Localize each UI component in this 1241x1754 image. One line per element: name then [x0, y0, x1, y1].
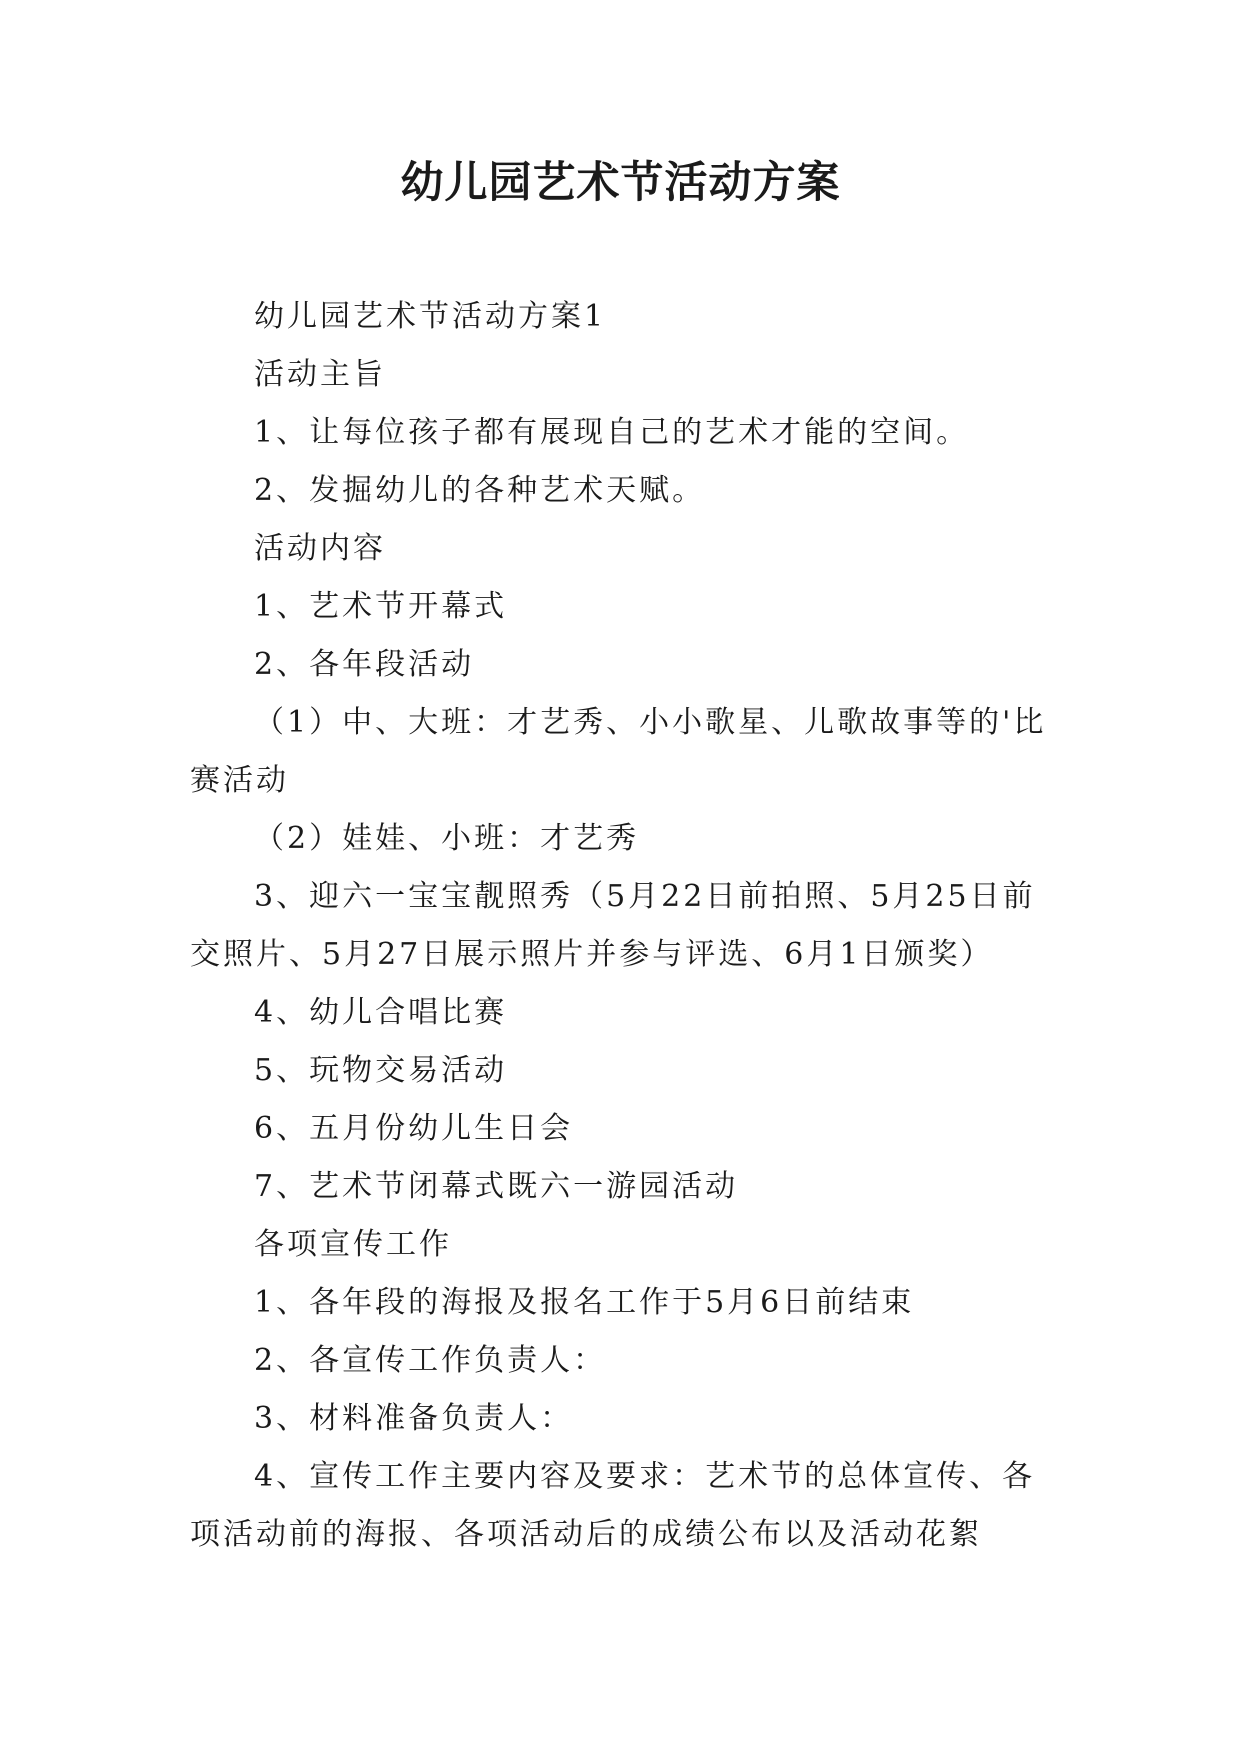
publicity-item-4: 4、宣传工作主要内容及要求：艺术节的总体宣传、各项活动前的海报、各项活动后的成绩公布以及活动花絮	[190, 1459, 1036, 1552]
content-item-2-sub-1: （1）中、大班：才艺秀、小小歌星、儿歌故事等的'比赛活动	[190, 705, 1047, 798]
section-heading-plan-1: 幼儿园艺术节活动方案1	[254, 299, 607, 334]
content-item-4: 4、幼儿合唱比赛	[254, 995, 508, 1030]
content-item-5: 5、玩物交易活动	[254, 1053, 508, 1088]
publicity-item-3: 3、材料准备负责人：	[254, 1401, 574, 1436]
purpose-item-1: 1、让每位孩子都有展现自己的艺术才能的空间。	[254, 415, 970, 450]
publicity-item-2: 2、各宣传工作负责人：	[254, 1343, 607, 1378]
content-item-6: 6、五月份幼儿生日会	[254, 1111, 574, 1146]
purpose-item-2: 2、发掘幼儿的各种艺术天赋。	[254, 473, 706, 508]
content-item-2-sub-2: （2）娃娃、小班：才艺秀	[254, 821, 640, 856]
heading-activity-purpose: 活动主旨	[254, 357, 386, 392]
heading-publicity-work: 各项宣传工作	[254, 1227, 452, 1262]
publicity-item-1: 1、各年段的海报及报名工作于5月6日前结束	[254, 1285, 915, 1320]
document-title: 幼儿园艺术节活动方案	[400, 158, 841, 208]
content-item-1: 1、艺术节开幕式	[254, 589, 508, 624]
content-item-3: 3、迎六一宝宝靓照秀（5月22日前拍照、5月25日前交照片、5月27日展示照片并参与评选、6月1日颁奖）	[190, 879, 1036, 972]
content-item-7: 7、艺术节闭幕式既六一游园活动	[254, 1169, 739, 1204]
heading-activity-content: 活动内容	[254, 531, 386, 566]
document-body	[190, 288, 1050, 1564]
content-item-2: 2、各年段活动	[254, 647, 475, 682]
